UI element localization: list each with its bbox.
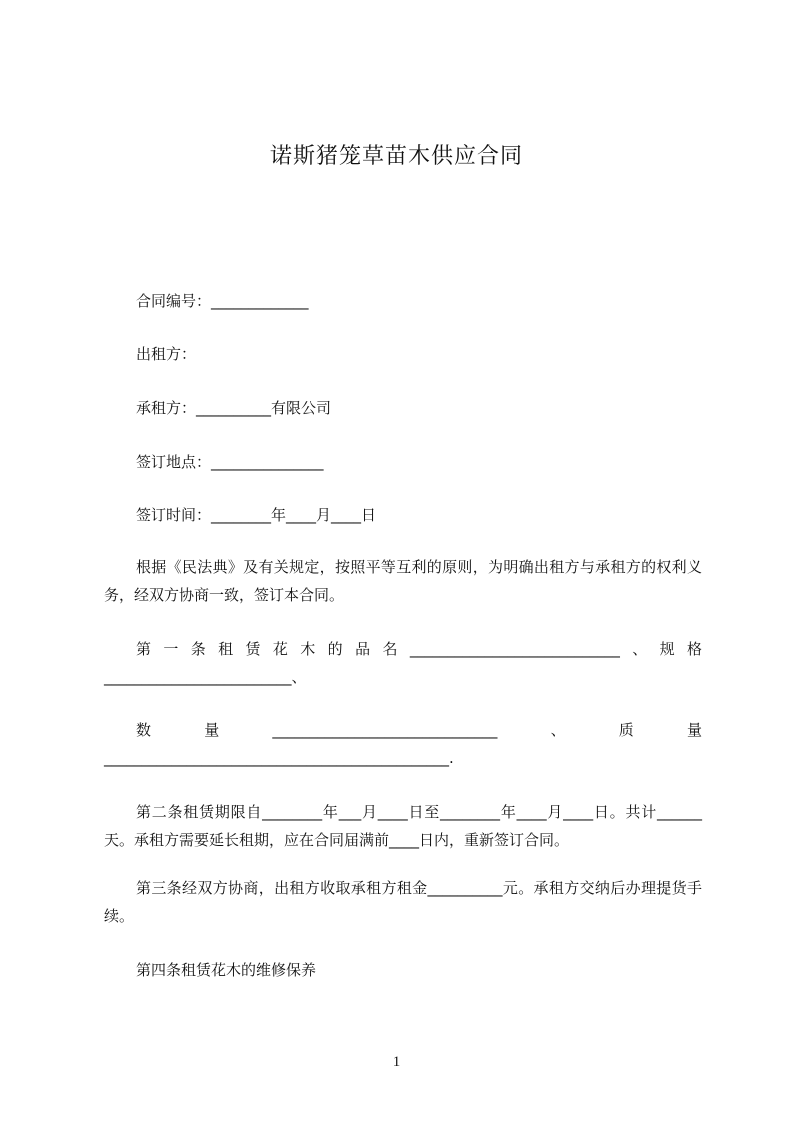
article-2-paragraph: 第二条租赁期限自________年___月____日至________年____月____日。共计______天。承租方需要延长租期，应在合同届满前____日内，重新签订合同。 [104,803,702,849]
contract-number-field: 合同编号：_____________ [136,292,309,310]
intro-paragraph: 根据《民法典》及有关规定，按照平等互利的原则，为明确出租方与承租方的权利义务，经双方协商一致，签订本合同。 [104,558,702,604]
article-1-paragraph: 第一条租赁花木的品名____________________________、规格_________________________、 [104,640,702,686]
lessor-field: 出租方： [136,345,197,363]
article-3-paragraph: 第三条经双方协商，出租方收取承租方租金__________元。承租方交纳后办理提货手续。 [104,879,702,925]
signing-time-field: 签订时间：________年____月____日 [136,506,377,524]
page-number: 1 [392,1054,401,1070]
page-title: 诺斯猪笼草苗木供应合同 [269,144,523,169]
signing-place-field: 签订地点：_______________ [136,453,324,471]
article-4-heading: 第四条租赁花木的维修保养 [136,961,317,979]
lessee-field: 承租方：__________有限公司 [136,399,332,417]
quantity-quality-paragraph: 数量______________________________、质量______________________________________________. [104,721,702,767]
